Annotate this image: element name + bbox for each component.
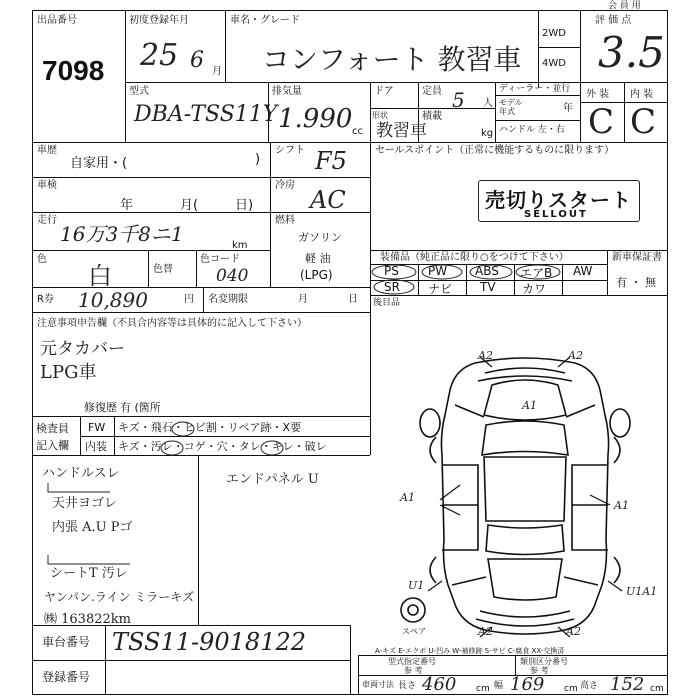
fuel-label: 燃料 xyxy=(275,215,295,226)
capacity-unit: 人 xyxy=(483,98,493,109)
damage-mark-rear-bumper-right: A2 xyxy=(566,625,581,638)
class-number-label: 類別区分番号 xyxy=(520,657,568,666)
model-value: DBA-TSS11Y xyxy=(134,102,278,127)
inspector-note-2: 天井ヨゴレ xyxy=(52,496,118,511)
damage-mark-front-left: A2 xyxy=(478,349,493,362)
spare-label: スペア xyxy=(402,627,426,636)
inspector-circles xyxy=(150,414,300,458)
interior-label: 内 装 xyxy=(630,89,654,100)
shape-label: 形状 xyxy=(372,111,388,120)
fuel-lpg: (LPG) xyxy=(300,268,333,282)
divider xyxy=(350,625,351,695)
height-value: 152 xyxy=(610,674,645,695)
handle-label: ハンドル 左・右 xyxy=(499,125,565,135)
divider xyxy=(105,625,106,695)
equipment-abs: ABS xyxy=(475,264,499,278)
divider xyxy=(624,82,625,142)
displacement-label: 排気量 xyxy=(272,86,302,97)
equipment-navi: ナビ xyxy=(428,282,453,296)
drive-4wd: 4WD xyxy=(542,58,566,69)
history-close: ) xyxy=(255,152,261,167)
capacity-value: 5 xyxy=(452,88,465,112)
spec-number-label: 型式指定番号 xyxy=(388,657,436,666)
length-value: 460 xyxy=(422,674,457,695)
divider xyxy=(32,142,668,143)
model-year-label: モデル年式 xyxy=(499,98,523,116)
color-value: 白 xyxy=(88,262,112,290)
divider xyxy=(125,82,668,83)
inspector-note-6: ㈱ 163822km xyxy=(44,612,131,627)
damage-mark-rear-right: U1A1 xyxy=(626,585,658,598)
notes-line-2: LPG車 xyxy=(40,362,97,383)
divider xyxy=(495,95,580,96)
divider xyxy=(495,120,580,121)
sellout-stamp-sub: SELLOUT xyxy=(524,209,588,220)
divider xyxy=(196,250,197,287)
damage-mark-right-door: A1 xyxy=(614,499,629,512)
ac-value: AC xyxy=(310,186,346,214)
mileage-label: 走行 xyxy=(37,215,57,226)
r-ticket-value: 10,890 xyxy=(78,288,148,312)
divider xyxy=(148,250,149,287)
class-number-ref: 参 考 xyxy=(530,666,549,675)
sales-point-label: セールスポイント（正常に機能するものに限ります） xyxy=(375,145,615,156)
divider xyxy=(32,177,370,178)
damage-legend: A-キズ E-エクボ U-凹み W-補修跡 S-サビ C-腐食 XX-交換済 xyxy=(375,647,565,655)
divider xyxy=(515,655,516,675)
inspector-note-1: ハンドルスレ xyxy=(42,466,120,481)
history-label: 車歴 xyxy=(37,145,57,156)
repair-value: 有 (箇所 xyxy=(120,401,161,414)
history-value: 自家用・( xyxy=(70,156,128,171)
model-year-unit: 年 xyxy=(563,103,573,114)
score-label: 評 価 点 xyxy=(595,15,632,26)
shape-value: 教習車 xyxy=(376,121,427,141)
height-label: 高さ xyxy=(580,681,599,691)
capacity-label: 定員 xyxy=(422,86,442,97)
divider xyxy=(114,416,115,455)
inspection-label: 車検 xyxy=(37,180,57,191)
r-ticket-unit: 円 xyxy=(184,294,194,305)
first-registration-label: 初度登録年月 xyxy=(129,15,189,26)
equipment-airbag: エアB xyxy=(520,266,553,280)
divider xyxy=(580,10,581,82)
inspector-note-lines xyxy=(40,480,200,590)
equipment-circles xyxy=(370,262,610,298)
divider xyxy=(32,312,370,313)
repair-label: 修復歴 xyxy=(84,401,117,414)
color-code-label: 色コード xyxy=(200,254,240,265)
displacement-unit: cc xyxy=(352,126,363,137)
interior-check-text: キズ・汚レ・コゲ・穴・タレ・キレ・破レ xyxy=(118,440,327,453)
shift-value: F5 xyxy=(315,147,347,175)
width-value: 169 xyxy=(510,674,545,695)
dealer-label: ディーラー・並行 xyxy=(499,84,571,94)
ac-label: 冷房 xyxy=(275,180,295,191)
length-unit: cm xyxy=(476,684,490,694)
divider xyxy=(32,660,350,661)
divider xyxy=(125,10,126,142)
divider xyxy=(370,250,668,251)
divider xyxy=(538,47,580,48)
chassis-value: TSS11-9018122 xyxy=(112,628,307,656)
name-change-month: 月 xyxy=(298,294,308,305)
divider xyxy=(32,625,350,626)
member-use-label: 会 員 用 xyxy=(608,1,641,11)
name-grade-label: 車名・グレード xyxy=(230,15,300,26)
rear-seat-label: 後目品 xyxy=(373,298,401,308)
length-label: 長さ xyxy=(398,681,417,691)
fuel-gasoline: ガソリン xyxy=(298,231,342,244)
divider xyxy=(370,82,371,142)
divider xyxy=(580,82,581,142)
registration-label: 登録番号 xyxy=(42,670,91,684)
equipment-ps: PS xyxy=(384,264,399,278)
model-label: 型式 xyxy=(129,86,149,97)
door-label: ドア xyxy=(374,86,394,97)
fw-label: FW xyxy=(88,421,106,434)
color-label: 色 xyxy=(37,254,47,265)
inspector-label-top: 検査員 xyxy=(36,422,69,435)
divider xyxy=(495,82,496,142)
equipment-tv: TV xyxy=(480,280,496,294)
width-label: 幅 xyxy=(494,681,504,691)
shift-label: シフト xyxy=(275,145,305,156)
exterior-grade: C xyxy=(588,102,615,142)
damage-mark-front-right: A2 xyxy=(568,349,583,362)
lot-number: 7098 xyxy=(42,55,105,86)
mileage-value: 16万3千8ニ1 xyxy=(60,222,184,246)
inspection-day: 日) xyxy=(235,198,254,213)
name-change-label: 名変期限 xyxy=(208,294,248,305)
name-change-day: 日 xyxy=(348,294,358,305)
inspection-month: 月( xyxy=(180,198,199,213)
r-ticket-label: R券 xyxy=(37,294,54,305)
inspector-note-3: 内張 A.U Pゴ xyxy=(52,520,133,535)
displacement-value: 1.990 xyxy=(278,104,353,134)
damage-mark-rear-left: U1 xyxy=(408,579,425,592)
height-unit: cm xyxy=(650,684,664,694)
color-change-label: 色替 xyxy=(153,264,173,275)
equipment-sr: SR xyxy=(384,280,400,294)
spec-number-ref: 参 考 xyxy=(404,666,423,675)
damage-mark-rear-bumper-left: A2 xyxy=(478,625,493,638)
fw-text: キズ・飛石・ヒビ割・リペア跡・X要 xyxy=(118,421,302,434)
exterior-label: 外 装 xyxy=(586,89,610,100)
inspector-note-right-1: エンドパネル U xyxy=(226,472,319,487)
inspector-note-5: ヤンパン.ライン ミラーキズ xyxy=(44,590,195,604)
damage-mark-roof: A1 xyxy=(522,399,537,412)
first-registration-month: 6 xyxy=(190,48,204,73)
chassis-label: 車台番号 xyxy=(42,635,91,649)
fuel-light-oil: 軽 油 xyxy=(305,252,331,265)
divider xyxy=(538,10,539,88)
notes-line-1: 元タカバー xyxy=(40,339,125,359)
name-grade-value: コンフォート 教習車 xyxy=(262,43,522,76)
divider xyxy=(225,10,226,82)
equipment-kawa: カワ xyxy=(522,282,547,296)
inspector-label-bottom: 記入欄 xyxy=(36,439,69,452)
width-unit: cm xyxy=(564,684,578,694)
interior-check-label: 内装 xyxy=(85,440,107,453)
divider xyxy=(270,142,271,287)
color-code-value: 040 xyxy=(216,266,249,286)
equipment-label: 装備品（純正品に限り○をつけて下さい） xyxy=(380,252,569,263)
month-unit: 月 xyxy=(212,66,222,77)
interior-grade: C xyxy=(630,102,657,142)
sellout-stamp-main: 売切りスタート xyxy=(485,188,632,212)
warranty-value: 有 ・ 無 xyxy=(616,276,656,289)
equipment-aw: AW xyxy=(573,264,593,278)
divider xyxy=(203,287,204,312)
drive-2wd: 2WD xyxy=(542,28,566,39)
inspector-note-4: シートT 汚レ xyxy=(50,566,128,581)
warranty-label: 新車保証書 xyxy=(612,252,662,263)
divider xyxy=(80,416,81,455)
equipment-pw: PW xyxy=(428,264,448,278)
car-damage-diagram xyxy=(380,345,670,645)
divider xyxy=(370,312,371,455)
load-label: 積載 xyxy=(422,111,442,122)
damage-mark-left-door: A1 xyxy=(400,491,415,504)
lot-number-label: 出品番号 xyxy=(37,15,77,26)
score-value: 3.5 xyxy=(598,28,665,77)
divider xyxy=(370,108,495,109)
first-registration-year: 25 xyxy=(140,38,179,73)
vehicle-size-label: 車両寸法 xyxy=(362,680,394,689)
load-unit: kg xyxy=(481,128,494,139)
mileage-unit: km xyxy=(232,240,248,251)
inspection-year: 年 xyxy=(120,198,134,213)
notes-label: 注意事項申告欄（不具合内容等は具体的に記入して下さい） xyxy=(37,318,307,329)
divider xyxy=(358,655,359,695)
